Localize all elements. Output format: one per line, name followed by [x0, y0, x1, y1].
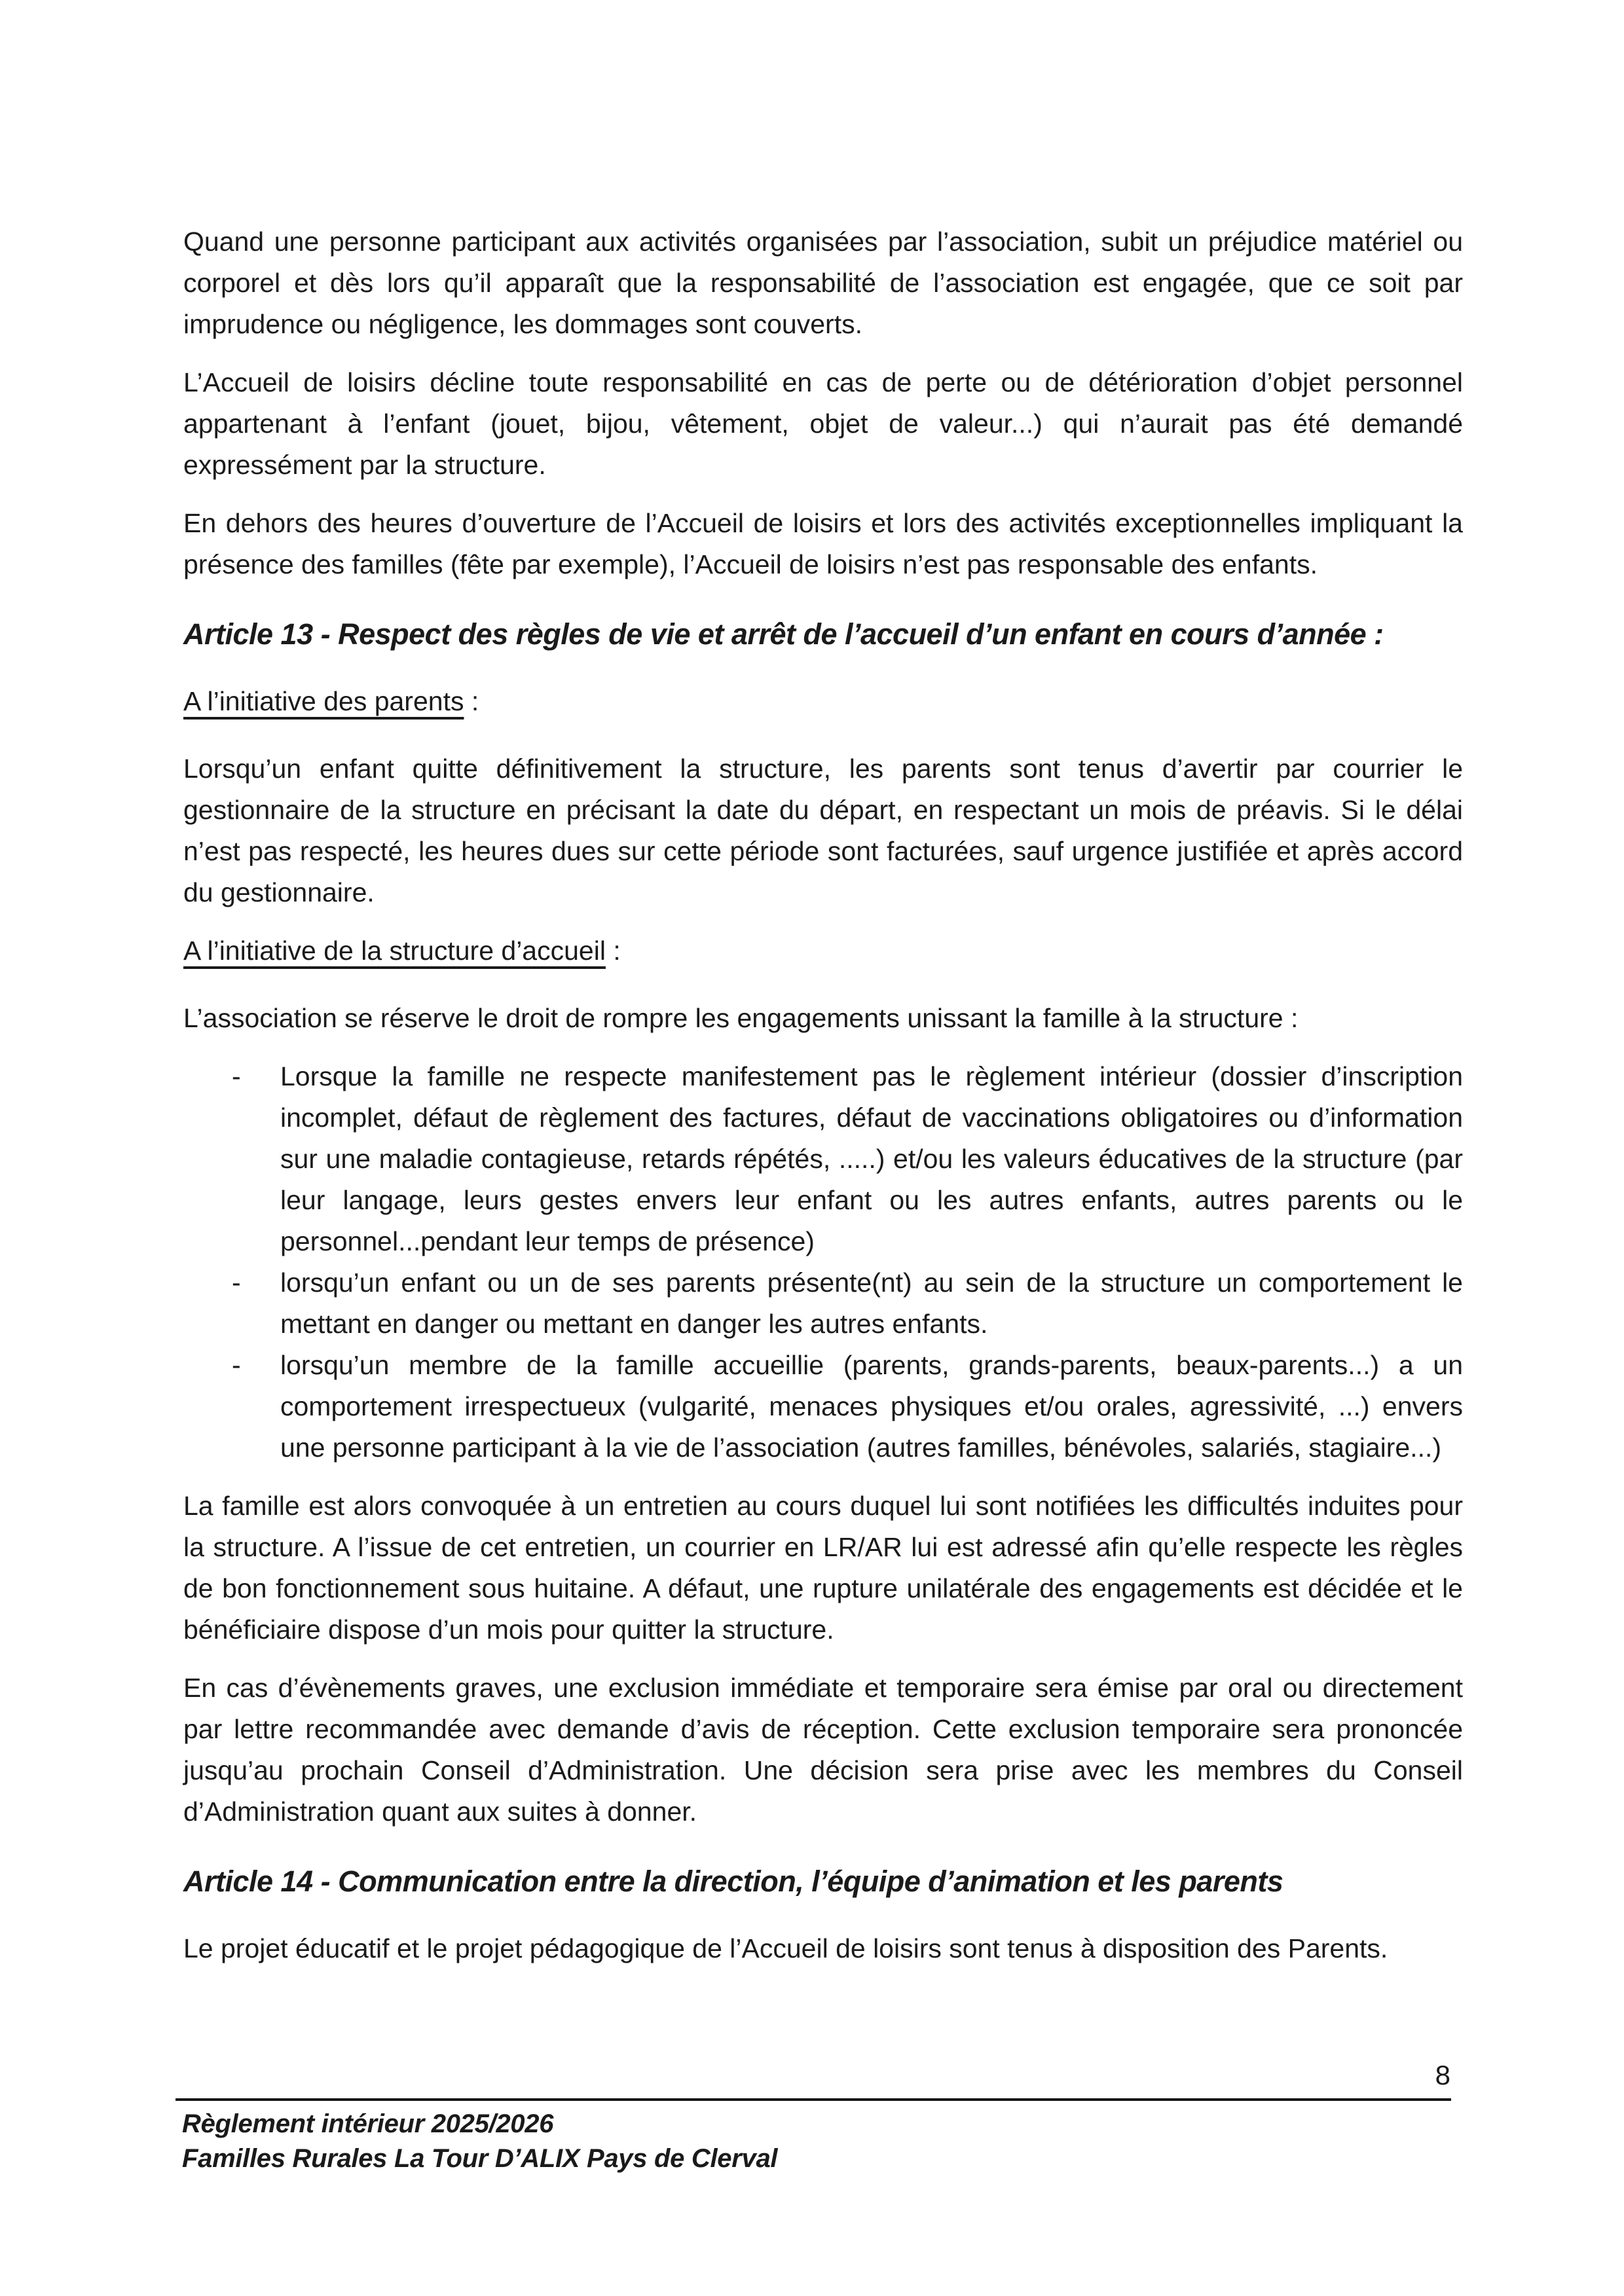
termination-reasons-list — [183, 1056, 1463, 1468]
dash-bullet-marker: - — [232, 1061, 241, 1091]
list-item-text: lorsqu’un membre de la famille accueillie (parents, grands-parents, beaux-parents...) a un comportement irrespectueux (vulgarité, menaces physiques et/ou orales, agressivité, ...) envers une personne participant à la vie de l’association (autres familles, bénévoles, salariés, stagiaire...) — [280, 1350, 1463, 1463]
footer-association-name: Familles Rurales La Tour D’ALIX Pays de Clerval — [182, 2144, 778, 2173]
article-13-heading: Article 13 - Respect des règles de vie et arrêt de l’accueil d’un enfant en cours d’année : — [183, 617, 1384, 651]
list-item-rules-violation — [183, 1056, 1463, 1262]
list-item-text: lorsqu’un enfant ou un de ses parents présente(nt) au sein de la structure un comportement le mettant en danger ou mettant en danger les autres enfants. — [280, 1267, 1463, 1339]
article-14-heading: Article 14 - Communication entre la direction, l’équipe d’animation et les parents — [183, 1865, 1283, 1898]
paragraph-outside-hours: En dehors des heures d’ouverture de l’Accueil de loisirs et lors des activités exceptionnelles impliquant la présence des familles (fête par exemple), l’Accueil de loisirs n’est pas responsable des enfants. — [183, 508, 1463, 579]
paragraph-association-right: L’association se réserve le droit de rompre les engagements unissant la famille à la structure : — [183, 1003, 1299, 1033]
subheading-structure-initiative — [183, 930, 1463, 972]
paragraph-educational-project: Le projet éducatif et le projet pédagogique de l’Accueil de loisirs sont tenus à disposition des Parents. — [183, 1933, 1388, 1963]
subheading-parents-underlined-text: A l’initiative des parents — [183, 686, 464, 716]
list-item-disrespectful-behavior — [183, 1345, 1463, 1468]
subheading-structure-underlined-text: A l’initiative de la structure d’accueil — [183, 936, 606, 966]
subheading-parents-colon: : — [464, 686, 479, 716]
footer-rule — [175, 2098, 1451, 2101]
paragraph-child-leaving: Lorsqu’un enfant quitte définitivement la structure, les parents sont tenus d’avertir par courrier le gestionnaire de la structure en précisant la date du départ, en respectant un mois de préavis. Si le délai n’est pas respecté, les heures dues sur cette période sont facturées, sauf urgence justifiée et après accord du gestionnaire. — [183, 754, 1463, 907]
dash-bullet-marker: - — [232, 1350, 241, 1380]
list-item-text: Lorsque la famille ne respecte manifestement pas le règlement intérieur (dossier d’inscription incomplet, défaut de règlement des factures, défaut de vaccinations obligatoires ou d’information sur une maladie contagieuse, retards répétés, .....) et/ou les valeurs éducatives de la structure (par leur langage, leurs gestes envers leur enfant ou les autres enfants, autres parents ou le personnel...pendant leur temps de présence) — [280, 1061, 1463, 1256]
dash-bullet-marker: - — [232, 1267, 241, 1298]
page-footer — [182, 2107, 1463, 2176]
list-item-dangerous-behavior — [183, 1262, 1463, 1345]
page-body — [183, 221, 1463, 1986]
page-number: 8 — [1435, 2060, 1450, 2090]
subheading-parents-initiative — [183, 681, 1463, 722]
paragraph-family-meeting: La famille est alors convoquée à un entretien au cours duquel lui sont notifiées les difficultés induites pour la structure. A l’issue de cet entretien, un courrier en LR/AR lui est adressé afin qu’elle respecte les règles de bon fonctionnement sous huitaine. A défaut, une rupture unilatérale des engagements est décidée et le bénéficiaire dispose d’un mois pour quitter la structure. — [183, 1491, 1463, 1645]
paragraph-serious-events: En cas d’évènements graves, une exclusion immédiate et temporaire sera émise par oral ou directement par lettre recommandée avec demande d’avis de réception. Cette exclusion temporaire sera prononcée jusqu’au prochain Conseil d’Administration. Une décision sera prise avec les membres du Conseil d’Administration quant aux suites à donner. — [183, 1673, 1463, 1827]
paragraph-damages-covered: Quand une personne participant aux activités organisées par l’association, subit un préjudice matériel ou corporel et dès lors qu’il apparaît que la responsabilité de l’association est engagée, que ce soit par imprudence ou négligence, les dommages sont couverts. — [183, 227, 1463, 339]
subheading-structure-colon: : — [605, 936, 621, 966]
footer-document-title: Règlement intérieur 2025/2026 — [182, 2109, 554, 2138]
paragraph-liability-decline: L’Accueil de loisirs décline toute responsabilité en cas de perte ou de détérioration d’objet personnel appartenant à l’enfant (jouet, bijou, vêtement, objet de valeur...) qui n’aurait pas été demandé expressément par la structure. — [183, 367, 1463, 480]
